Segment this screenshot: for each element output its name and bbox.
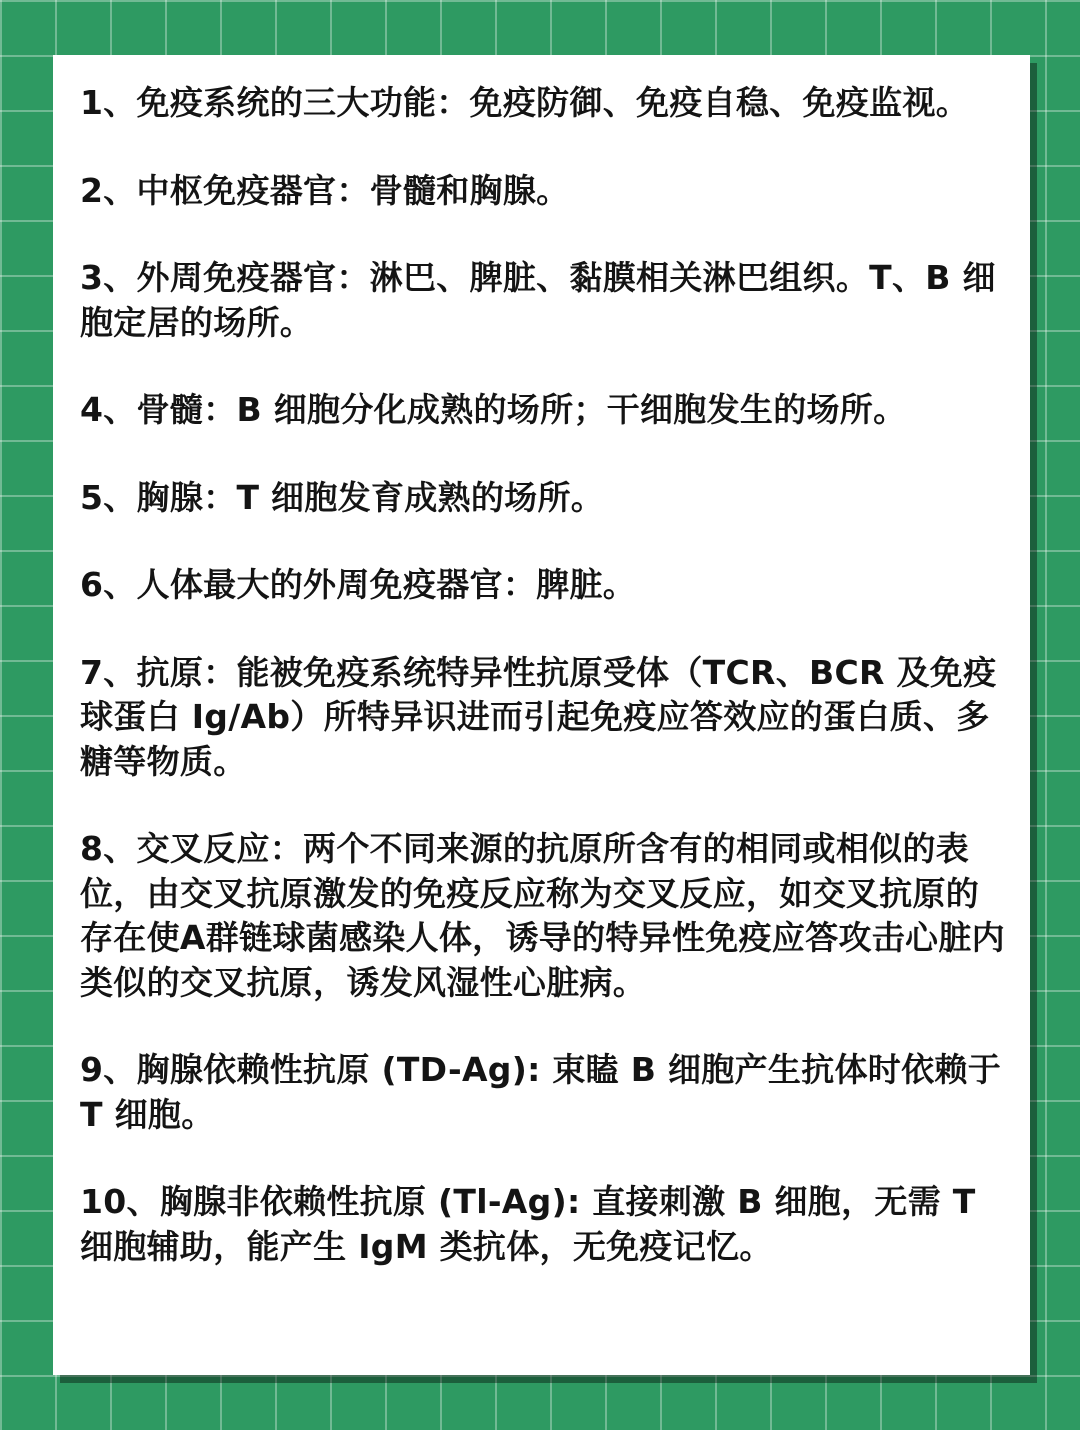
note-item-3: 3、外周免疫器官：淋巴、脾脏、黏膜相关淋巴组织。T、B 细胞定居的场所。 (80, 258, 996, 342)
note-item-7: 7、抗原：能被免疫系统特异性抗原受体（TCR、BCR 及免疫球蛋白 Ig/Ab）所特异识进而引起免疫应答效应的蛋白质、多糖等物质。 (80, 652, 997, 781)
note-item-5: 5、胸腺：T 细胞发育成熟的场所。 (80, 477, 605, 517)
notes-card (53, 55, 1030, 1375)
note-item-4: 4、骨髓：B 细胞分化成熟的场所；干细胞发生的场所。 (80, 390, 907, 429)
note-item-10: 10、胸腺非依赖性抗原 (Tl-Ag): 直接刺激 B 细胞，无需 T 细胞辅助，能产生 IgM 类抗体，无免疫记忆。 (80, 1182, 976, 1266)
note-item-6: 6、人体最大的外周免疫器官：脾脏。 (80, 565, 637, 604)
note-item-8: 8、交叉反应：两个不同来源的抗原所含有的相同或相似的表位，由交叉抗原激发的免疫反应称为交叉反应，如交叉抗原的存在使A群链球菌感染人体，诱导的特异性免疫应答攻击心脏内类似的交叉抗原，诱发风湿性心脏病。 (80, 829, 1005, 1002)
note-item-1: 1、免疫系统的三大功能：免疫防御、免疫自稳、免疫监视。 (80, 83, 970, 122)
note-item-2: 2、中枢免疫器官：骨髓和胸腺。 (80, 170, 570, 210)
note-item-9: 9、胸腺依赖性抗原 (TD-Ag): 束瞌 B 细胞产生抗体时依赖于 T 细胞。 (80, 1050, 1002, 1134)
